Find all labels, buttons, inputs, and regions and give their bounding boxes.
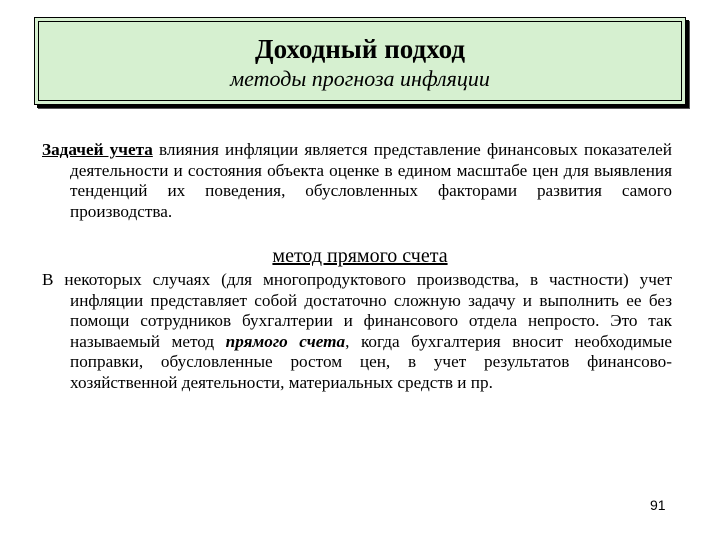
title-box — [34, 17, 686, 105]
slide-title: Доходный подход — [255, 34, 465, 64]
paragraph-inflation-task — [42, 140, 672, 222]
paragraph-body: влияния инфляции является представление финансовых показателей деятельности и состояния объекта оценке в едином масштабе цен для выявления тенденций их поведения, обусловленных факторами развития самого производства. — [70, 140, 672, 221]
page-number: 91 — [650, 497, 666, 513]
section-heading: метод прямого счета — [272, 245, 448, 267]
paragraph-lead-term: Задачей учета — [42, 140, 153, 159]
paragraph-direct-method — [42, 270, 672, 393]
emphasized-term: прямого счета — [225, 331, 346, 351]
paragraph-body-end: , когда бухгалтерия вносит необходимые поправки, обусловленные ростом цен, в учет результатов финансово-хозяйственной деятельности, материальных средств и пр. — [70, 331, 672, 392]
slide-subtitle: методы прогноза инфляции — [230, 66, 490, 91]
paragraph-body-start: В некоторых случаях (для многопродуктового производства, в частности) учет инфляции представляет собой достаточно сложную задачу и выполнить ее без помощи сотрудников бухгалтерии и финансового отдела непросто. Это так называемый метод — [42, 270, 672, 351]
